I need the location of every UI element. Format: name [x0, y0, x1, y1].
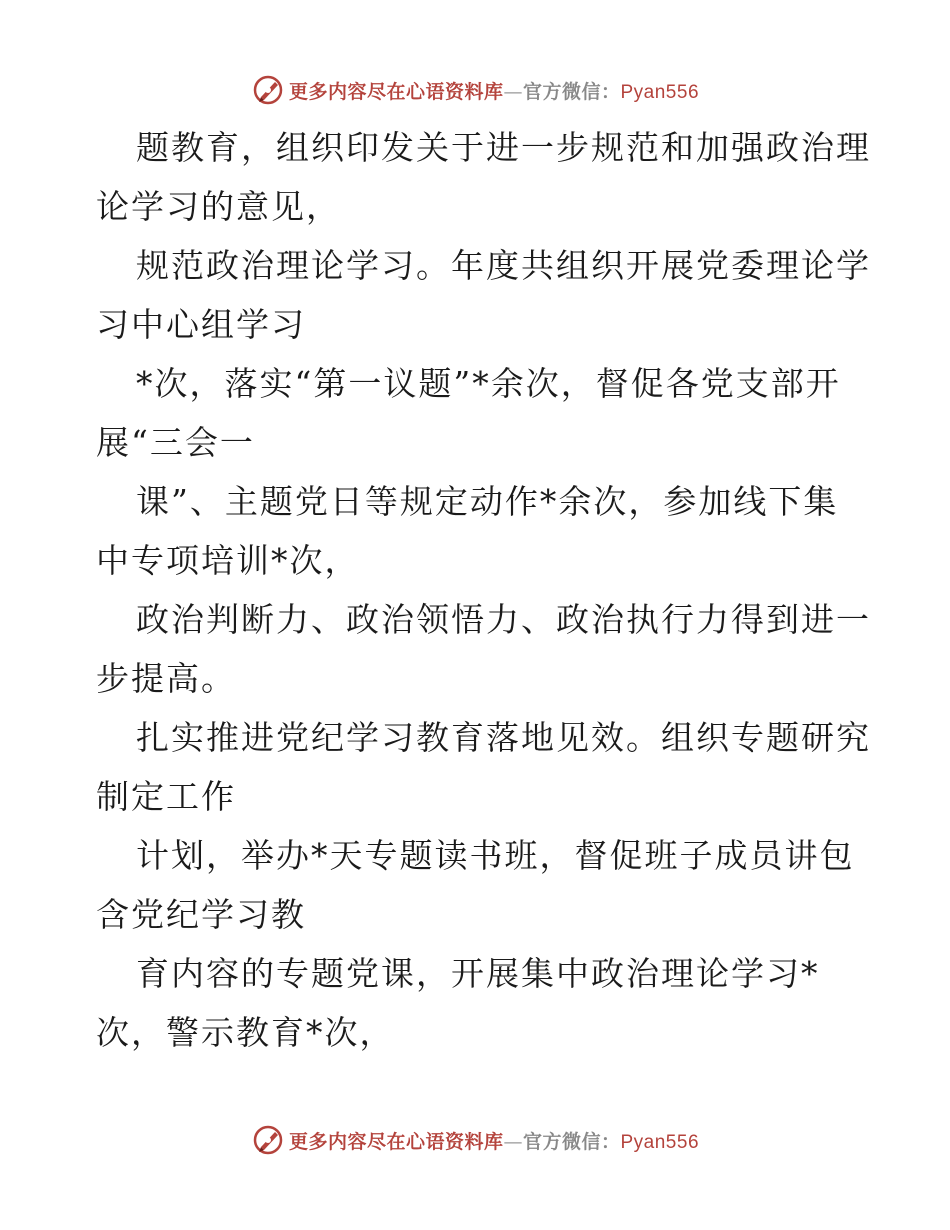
body-text-line: 育内容的专题党课，开展集中政治理论学习*	[136, 954, 820, 993]
header-banner-text	[289, 77, 699, 104]
document-body	[96, 118, 871, 1062]
footer-banner-wechat-label: 官方微信：	[522, 1130, 621, 1153]
header-banner-wechat-label: 官方微信：	[522, 80, 621, 103]
body-text-line: 次，警示教育*次，	[96, 1013, 395, 1052]
footer-banner	[0, 1120, 950, 1160]
pen-logo-icon	[251, 73, 285, 107]
body-text-line: 中专项培训*次，	[96, 541, 360, 580]
body-text-line: 习中心组学习	[96, 305, 306, 344]
body-text-line: 题教育，组织印发关于进一步规范和加强政治理	[136, 128, 871, 167]
footer-banner-title: 更多内容尽在心语资料库	[288, 1130, 504, 1153]
body-text-line: 论学习的意见，	[96, 187, 341, 226]
pen-logo-icon	[251, 1123, 285, 1157]
body-text-line: *次，落实“第一议题”*余次，督促各党支部开	[136, 364, 841, 403]
header-banner-title: 更多内容尽在心语资料库	[288, 80, 504, 103]
footer-banner-text	[289, 1127, 699, 1154]
body-text-line: 制定工作	[96, 777, 236, 816]
body-text-line: 扎实推进党纪学习教育落地见效。组织专题研究	[136, 718, 871, 757]
header-banner	[0, 70, 950, 110]
body-text-line: 课”、主题党日等规定动作*余次，参加线下集	[136, 482, 839, 521]
body-text-line: 规范政治理论学习。年度共组织开展党委理论学	[136, 246, 871, 285]
footer-banner-wechat-id: Pyan556	[620, 1131, 700, 1153]
body-text-line: 展“三会一	[96, 423, 255, 462]
body-text-line: 含党纪学习教	[96, 895, 306, 934]
body-text-line: 政治判断力、政治领悟力、政治执行力得到进一	[136, 600, 871, 639]
body-text-line: 步提高。	[96, 659, 236, 698]
body-text-line: 计划，举办*天专题读书班，督促班子成员讲包	[136, 836, 855, 875]
footer-banner-dash: —	[503, 1130, 523, 1153]
header-banner-wechat-id: Pyan556	[620, 81, 700, 103]
header-banner-dash: —	[503, 80, 523, 103]
